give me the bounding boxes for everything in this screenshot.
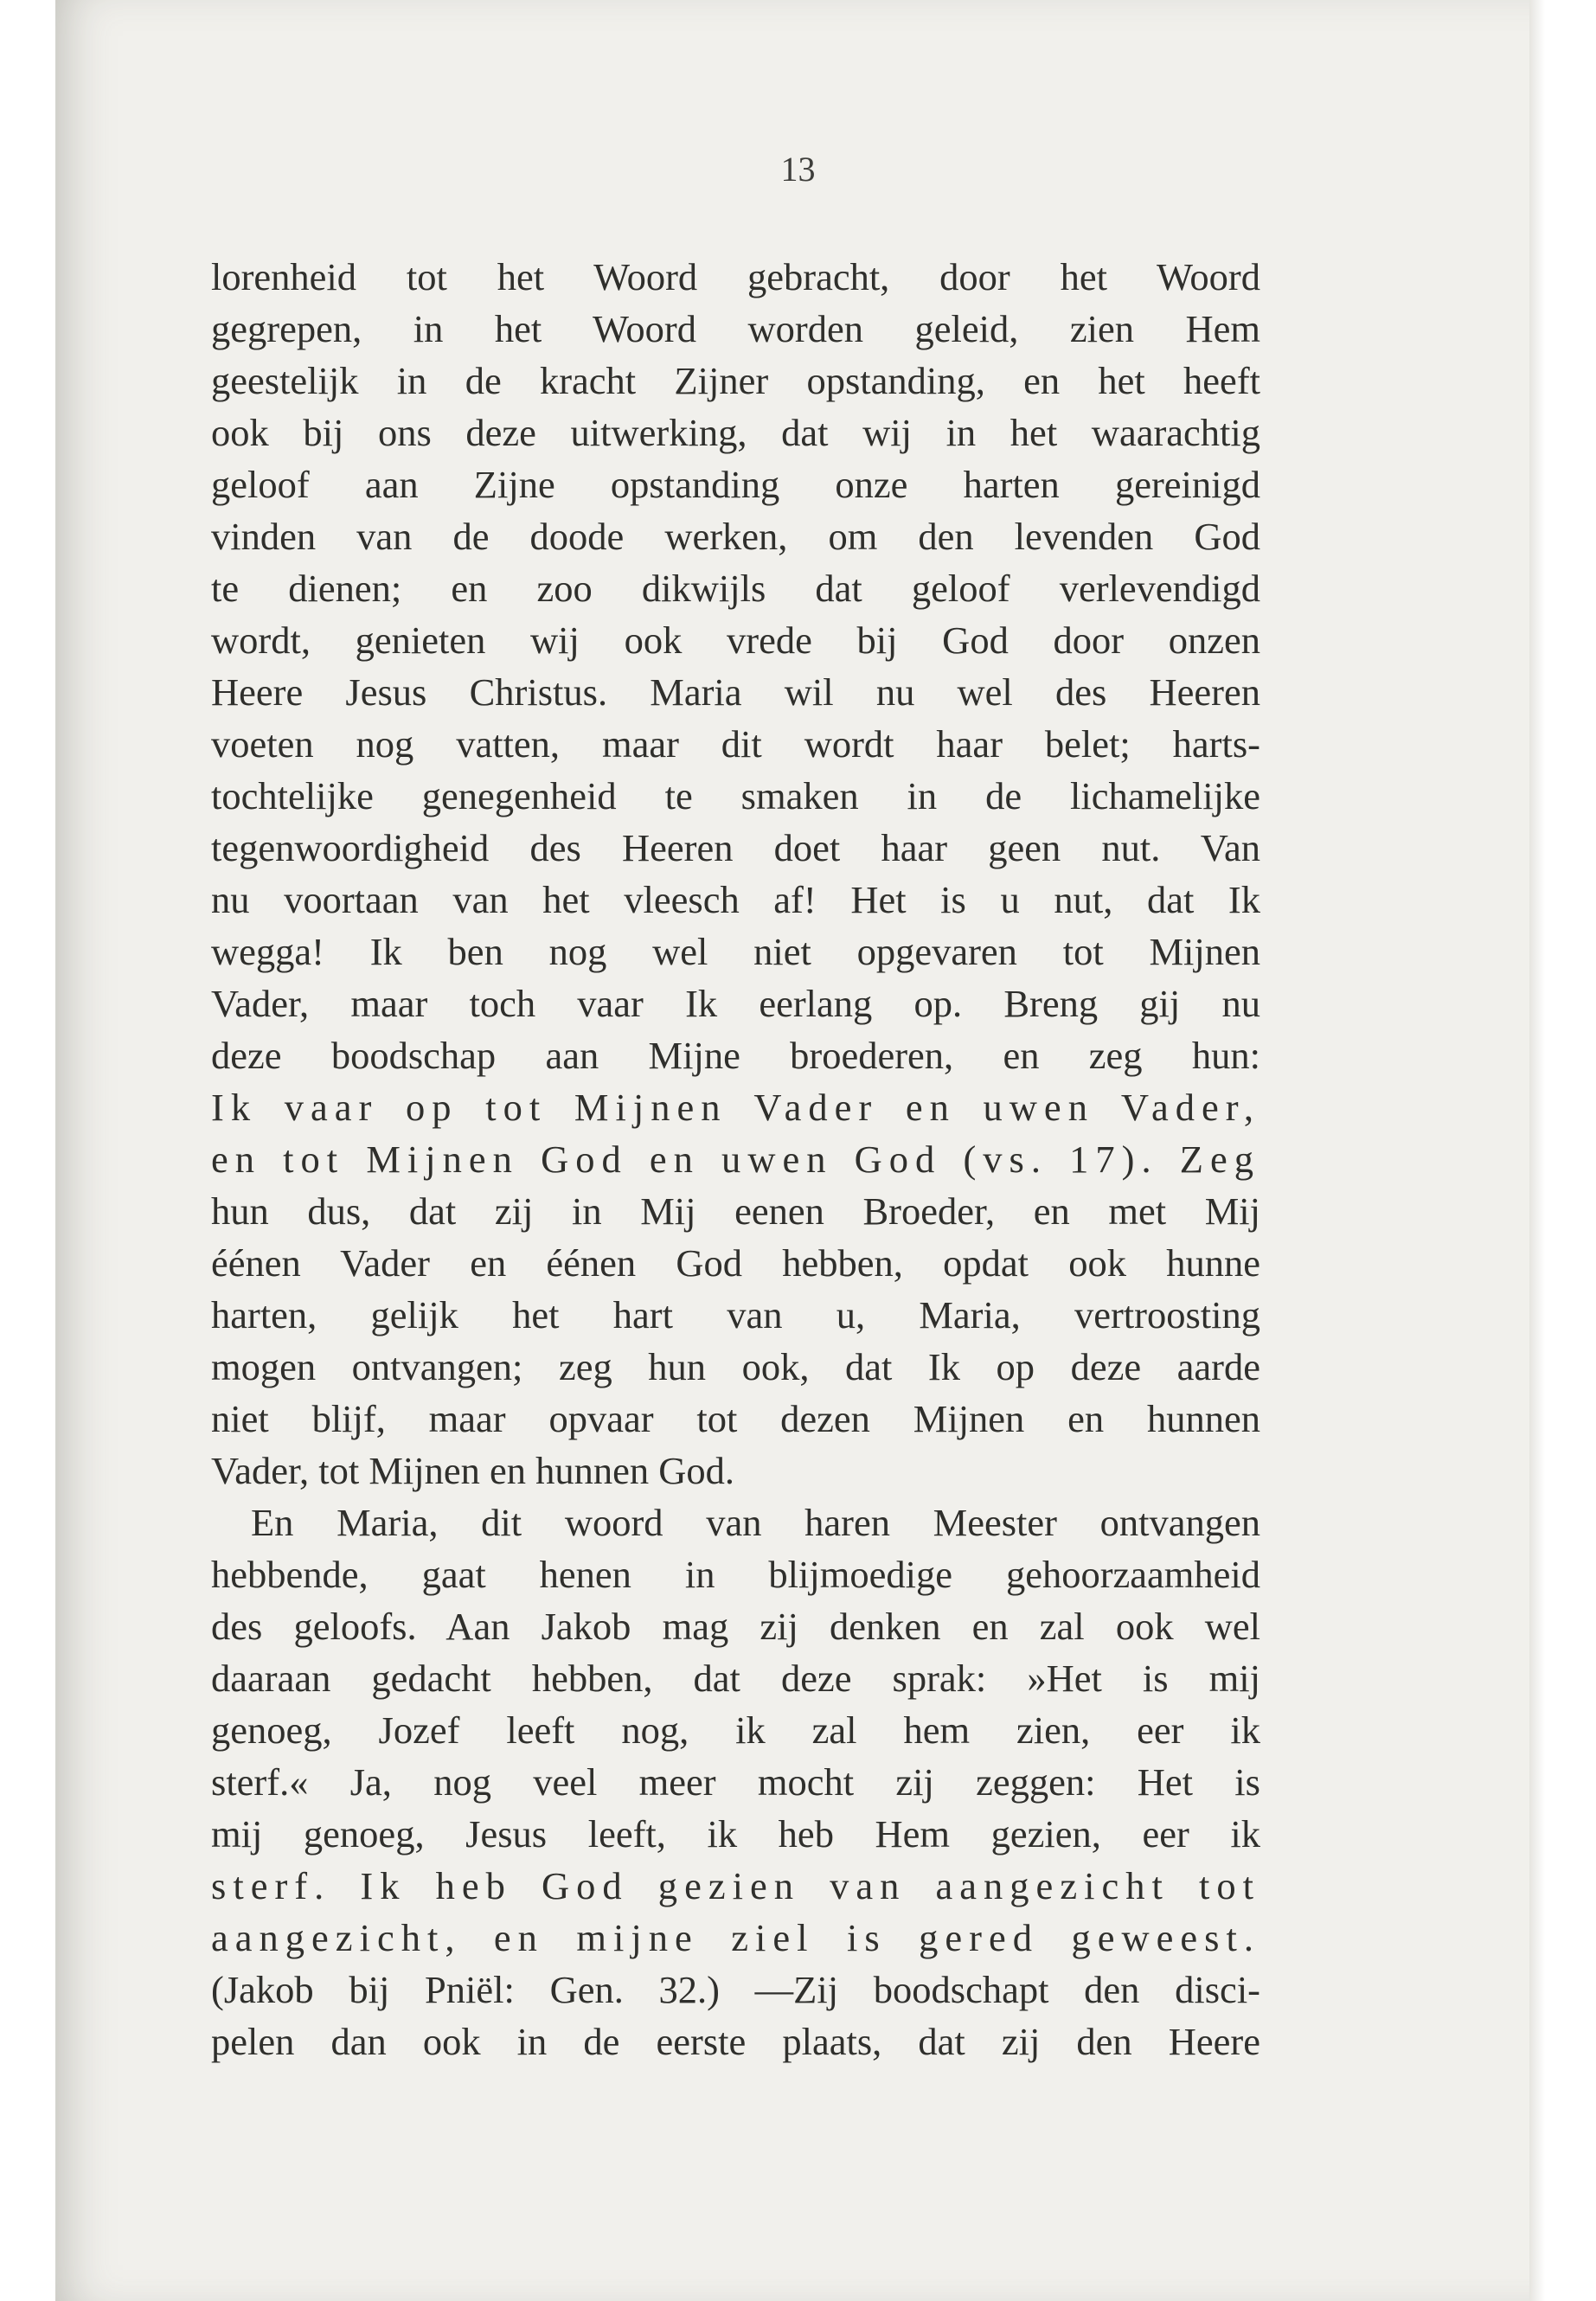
page-number: 13 [780,150,816,189]
text-line: wordt, genieten wij ook vrede bij God door onzen [211,619,1260,662]
text-line: Heere Jesus Christus. Maria wil nu wel des Heeren [211,670,1260,714]
text-line-emphasis: en tot Mijnen God en uwen God (vs. 17). Zeg [211,1138,1260,1181]
text-line: gegrepen, in het Woord worden geleid, zien Hem [211,307,1260,350]
text-line: sterf.« Ja, nog veel meer mocht zij zeggen: Het is [211,1760,1260,1804]
text-line: niet blijf, maar opvaar tot dezen Mijnen en hunnen [211,1397,1260,1440]
text-line: te dienen; en zoo dikwijls dat geloof verlevendigd [211,567,1260,610]
text-line: éénen Vader en éénen God hebben, opdat ook hunne [211,1241,1260,1285]
text-line: ook bij ons deze uitwerking, dat wij in het waarachtig [211,411,1260,454]
text-line: tochtelijke genegenheid te smaken in de lichamelijke [211,774,1260,817]
text-line: Vader, maar toch vaar Ik eerlang op. Breng gij nu [211,982,1260,1025]
text-line: mogen ontvangen; zeg hun ook, dat Ik op deze aarde [211,1345,1260,1388]
text-line: tegenwoordigheid des Heeren doet haar geen nut. Van [211,826,1260,869]
text-line: lorenheid tot het Woord gebracht, door het Woord [211,255,1260,298]
text-line: geestelijk in de kracht Zijner opstanding, en het heeft [211,359,1260,402]
text-line: vinden van de doode werken, om den levenden God [211,515,1260,558]
body-text [211,251,1260,2067]
text-line: daaraan gedacht hebben, dat deze sprak: »Het is mij [211,1657,1260,1700]
text-line: geloof aan Zijne opstanding onze harten gereinigd [211,463,1260,506]
text-line: hebbende, gaat henen in blijmoedige gehoorzaamheid [211,1553,1260,1596]
text-line: hun dus, dat zij in Mij eenen Broeder, en met Mij [211,1189,1260,1233]
text-line: genoeg, Jozef leeft nog, ik zal hem zien, eer ik [211,1708,1260,1752]
text-line-emphasis: aangezicht, en mijne ziel is gered geweest. [211,1916,1260,1959]
text-line: Vader, tot Mijnen en hunnen God. [211,1449,735,1492]
text-line: wegga! Ik ben nog wel niet opgevaren tot Mijnen [211,930,1260,973]
text-line-paragraph-start: En Maria, dit woord van haren Meester ontvangen [251,1501,1260,1544]
text-line: harten, gelijk het hart van u, Maria, vertroosting [211,1293,1260,1336]
text-line: pelen dan ook in de eerste plaats, dat zij den Heere [211,2020,1260,2063]
page-edge [1529,0,1545,2301]
text-line: nu voortaan van het vleesch af! Het is u nut, dat Ik [211,878,1260,921]
text-line-emphasis: Ik vaar op tot Mijnen Vader en uwen Vader, [211,1086,1260,1129]
text-line-emphasis: sterf. Ik heb God gezien van aangezicht tot [211,1864,1260,1907]
text-line: (Jakob bij Pniël: Gen. 32.) —Zij boodschapt den disci- [211,1968,1260,2011]
text-line: mij genoeg, Jesus leeft, ik heb Hem gezien, eer ik [211,1812,1260,1856]
text-line: deze boodschap aan Mijne broederen, en zeg hun: [211,1034,1260,1077]
text-line: des geloofs. Aan Jakob mag zij denken en zal ook wel [211,1605,1260,1648]
text-line: voeten nog vatten, maar dit wordt haar belet; harts- [211,722,1260,766]
